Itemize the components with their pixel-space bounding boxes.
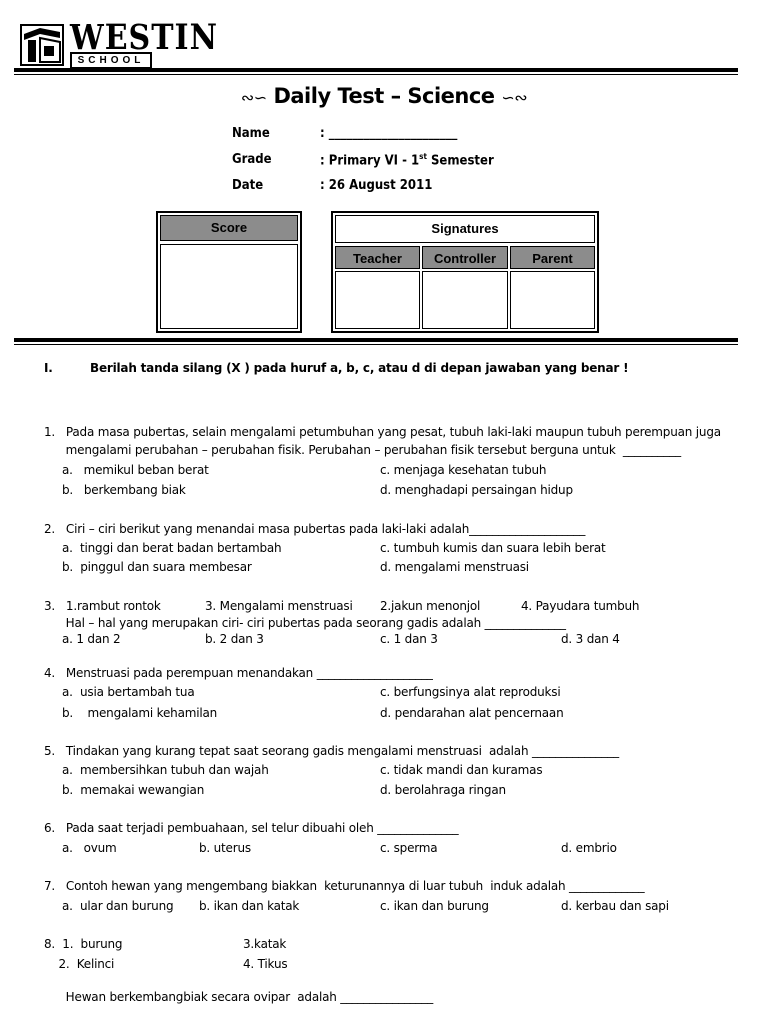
parent-signature-cell[interactable] [510, 271, 595, 329]
question-4-option-b[interactable]: b. mengalami kehamilan [62, 706, 218, 720]
name-label: Name [232, 126, 270, 141]
section-rule [14, 338, 738, 342]
parent-header: Parent [510, 246, 595, 269]
score-cell[interactable] [160, 244, 298, 329]
question-3-line-1: Hal – hal yang merupakan ciri- ciri pubertas pada seorang gadis adalah ______________ [44, 616, 566, 630]
question-2-option-b[interactable]: b. pinggul dan suara membesar [62, 560, 252, 574]
question-8-item-1: 8. 1. burung [44, 937, 123, 951]
question-7-option-a[interactable]: a. ular dan burung [62, 899, 174, 913]
question-3-item-1: 3. 1.rambut rontok [44, 599, 161, 613]
question-5-line-1: 5. Tindakan yang kurang tepat saat seorang gadis mengalami menstruasi adalah _______________ [44, 744, 619, 758]
signatures-header: Signatures [335, 215, 595, 243]
question-4-option-d[interactable]: d. pendarahan alat pencernaan [380, 706, 564, 720]
question-4-line-1: 4. Menstruasi pada perempuan menandakan ____________________ [44, 666, 433, 680]
logo-school-label: SCHOOL [70, 52, 152, 69]
question-5-option-a[interactable]: a. membersihkan tubuh dan wajah [62, 763, 269, 777]
signatures-box [331, 211, 599, 333]
question-8-line-1: Hewan berkembangbiak secara ovipar adalah ________________ [44, 990, 434, 1004]
question-1-option-d[interactable]: d. menghadapi persaingan hidup [380, 483, 573, 497]
date-value: : 26 August 2011 [320, 178, 433, 193]
question-1-line-2: mengalami perubahan – perubahan fisik. Perubahan – perubahan fisik tersebut berguna untuk __________ [44, 443, 681, 457]
grade-value [320, 152, 494, 168]
header-rule-thin [14, 74, 738, 75]
question-1-option-b[interactable]: b. berkembang biak [62, 483, 186, 497]
question-6-option-d[interactable]: d. embrio [561, 841, 617, 855]
question-2-option-c[interactable]: c. tumbuh kumis dan suara lebih berat [380, 541, 606, 555]
score-header: Score [160, 215, 298, 241]
header-rule [14, 68, 738, 72]
question-2-option-d[interactable]: d. mengalami menstruasi [380, 560, 529, 574]
title-ornament-left: ∾∽ [240, 88, 267, 107]
grade-value-text: : Primary VI - 1 [320, 153, 420, 169]
date-label: Date [232, 178, 264, 193]
question-2-line-1: 2. Ciri – ciri berikut yang menandai masa pubertas pada laki-laki adalah____________________ [44, 522, 586, 536]
question-7-option-c[interactable]: c. ikan dan burung [380, 899, 489, 913]
question-3-option-a[interactable]: a. 1 dan 2 [62, 632, 121, 646]
question-3-item-4: 4. Payudara tumbuh [521, 599, 640, 613]
logo-wordmark: WESTIN [70, 18, 219, 59]
question-3-item-2: 2.jakun menonjol [380, 599, 481, 613]
question-3-option-c[interactable]: c. 1 dan 3 [380, 632, 438, 646]
question-1-option-c[interactable]: c. menjaga kesehatan tubuh [380, 463, 547, 477]
question-3-item-3: 3. Mengalami menstruasi [205, 599, 353, 613]
title-ornament-right: ∽∾ [501, 88, 528, 107]
question-7-line-1: 7. Contoh hewan yang mengembang biakkan keturunannya di luar tubuh induk adalah _____________ [44, 879, 645, 893]
section-instruction: Berilah tanda silang (X ) pada huruf a, b, c, atau d di depan jawaban yang benar ! [90, 361, 629, 375]
question-8-item-2: 2. Kelinci [44, 957, 115, 971]
grade-label: Grade [232, 152, 272, 167]
section-number: I. [44, 361, 53, 375]
question-6-option-c[interactable]: c. sperma [380, 841, 438, 855]
teacher-signature-cell[interactable] [335, 271, 420, 329]
school-logo-emblem [20, 24, 64, 66]
section-rule-thin [14, 344, 738, 345]
grade-superscript: st [419, 152, 427, 161]
question-4-option-a[interactable]: a. usia bertambah tua [62, 685, 195, 699]
question-7-option-d[interactable]: d. kerbau dan sapi [561, 899, 669, 913]
question-8-item-3: 3.katak [243, 937, 287, 951]
question-5-option-b[interactable]: b. memakai wewangian [62, 783, 205, 797]
question-2-option-a[interactable]: a. tinggi dan berat badan bertambah [62, 541, 282, 555]
question-6-option-b[interactable]: b. uterus [199, 841, 251, 855]
question-3-option-d[interactable]: d. 3 dan 4 [561, 632, 620, 646]
question-6-option-a[interactable]: a. ovum [62, 841, 117, 855]
question-5-option-c[interactable]: c. tidak mandi dan kuramas [380, 763, 543, 777]
grade-value-semester: Semester [426, 153, 494, 169]
controller-signature-cell[interactable] [422, 271, 508, 329]
question-8-item-4: 4. Tikus [243, 957, 288, 971]
question-4-option-c[interactable]: c. berfungsinya alat reproduksi [380, 685, 561, 699]
score-box [156, 211, 302, 333]
teacher-header: Teacher [335, 246, 420, 269]
name-field[interactable]: : ______________________ [320, 126, 458, 141]
question-5-option-d[interactable]: d. berolahraga ringan [380, 783, 506, 797]
question-7-option-b[interactable]: b. ikan dan katak [199, 899, 300, 913]
title-text: Daily Test – Science [273, 84, 495, 108]
question-1-line-1: 1. Pada masa pubertas, selain mengalami petumbuhan yang pesat, tubuh laki-laki maupun tubuh perempuan juga [44, 425, 721, 439]
question-3-option-b[interactable]: b. 2 dan 3 [205, 632, 264, 646]
page-title [0, 84, 768, 108]
controller-header: Controller [422, 246, 508, 269]
question-1-option-a[interactable]: a. memikul beban berat [62, 463, 209, 477]
question-6-line-1: 6. Pada saat terjadi pembuahaan, sel telur dibuahi oleh ______________ [44, 821, 459, 835]
